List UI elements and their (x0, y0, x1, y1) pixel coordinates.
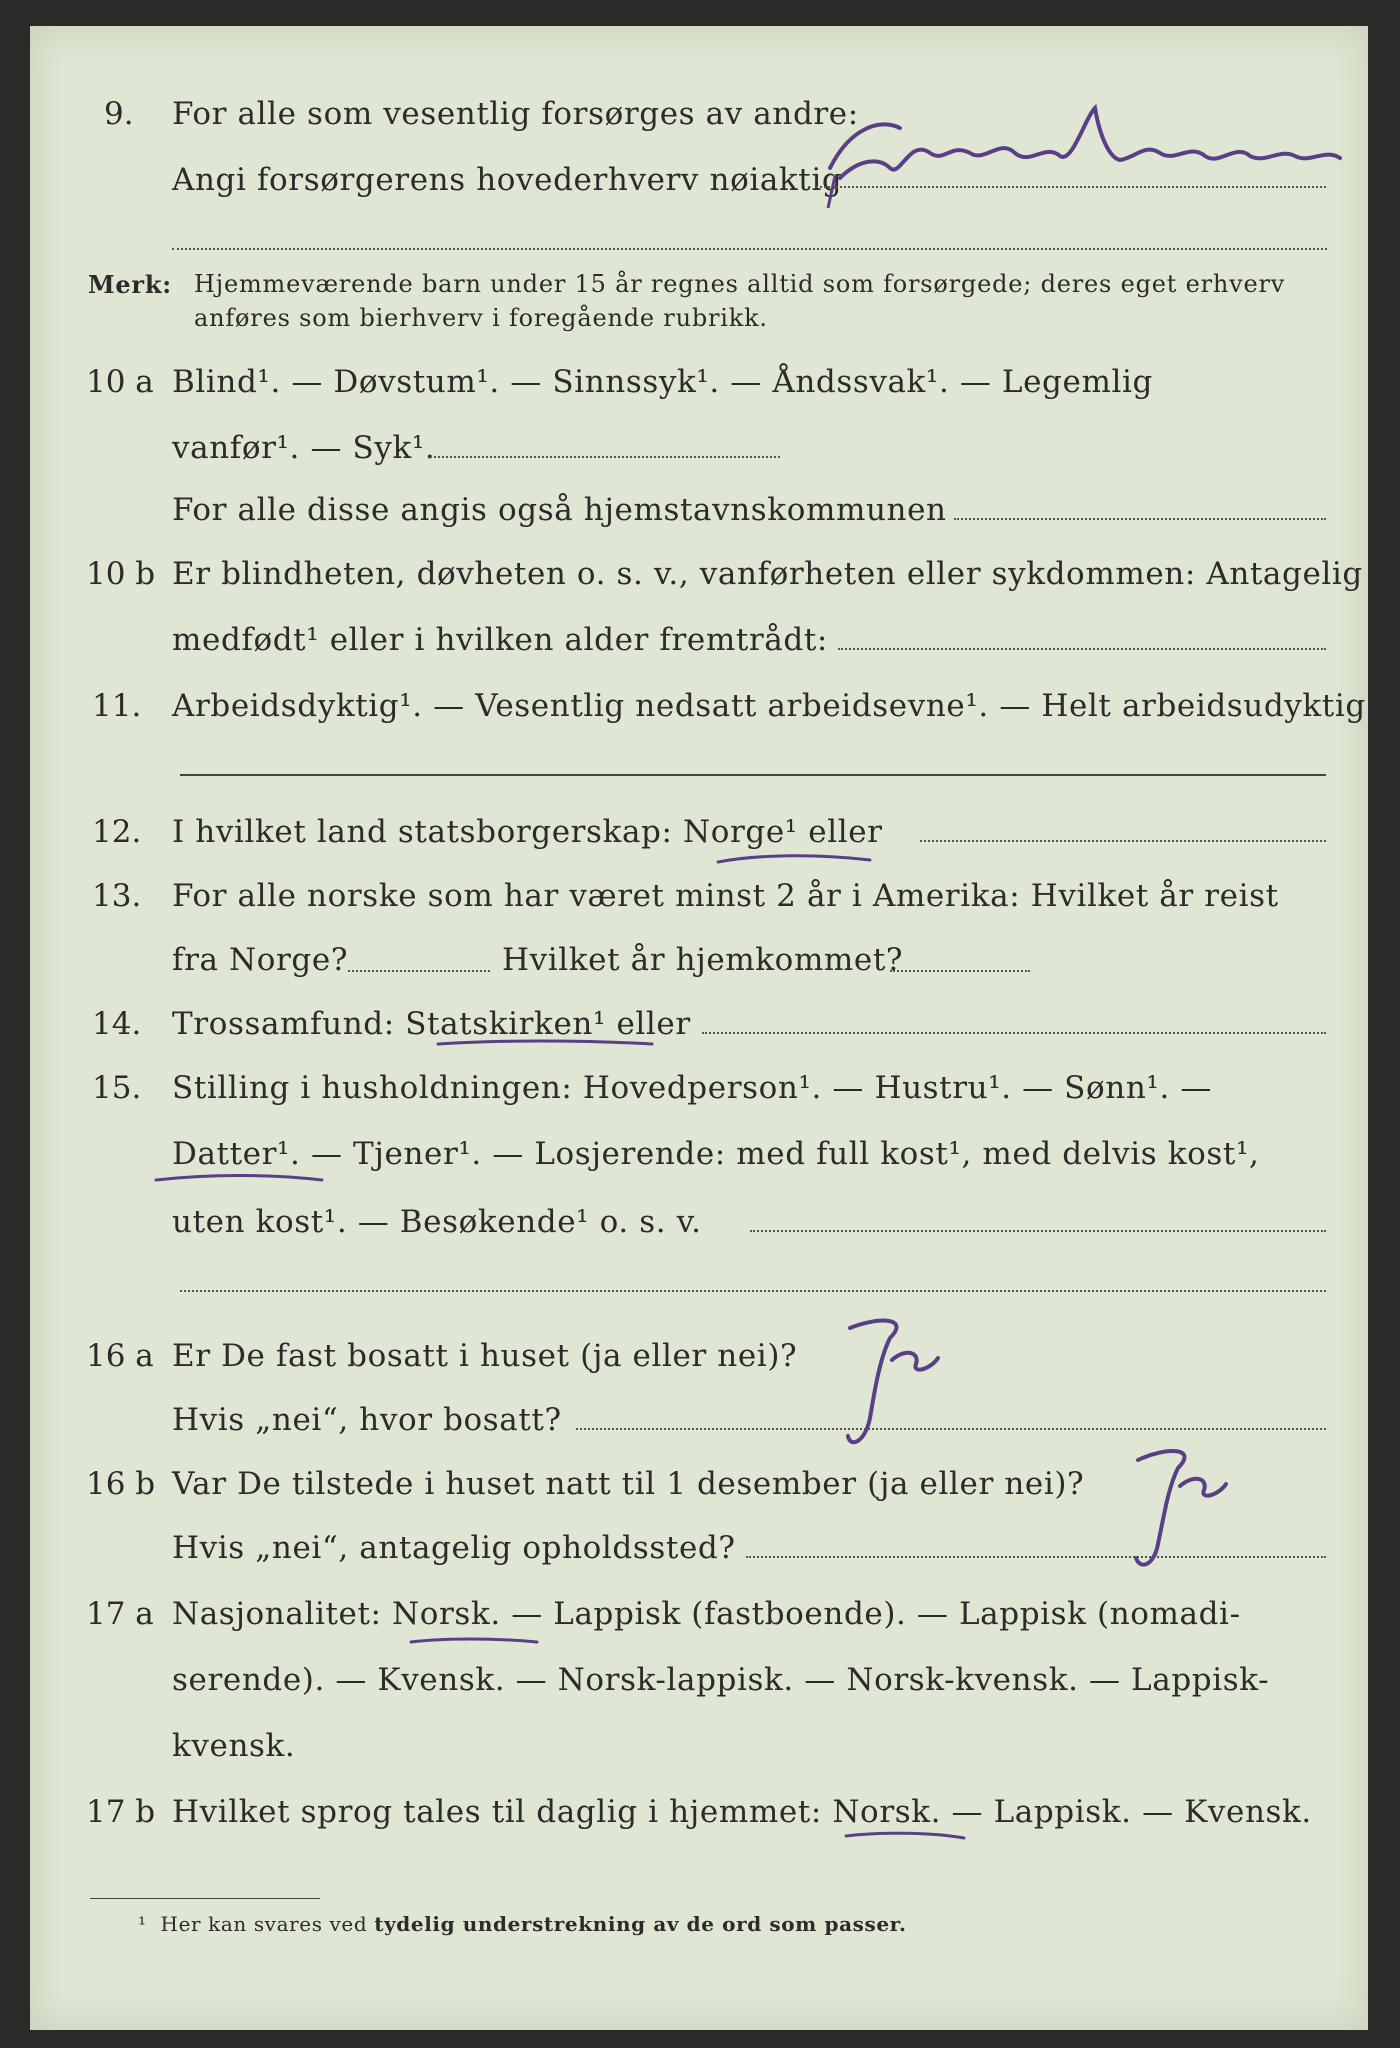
q16b-handwritten-answer (1110, 1440, 1250, 1584)
q11-line1: Arbeidsdyktig¹. — Vesentlig nedsatt arbeidsevne¹. — Helt arbeidsudyktig¹. (172, 688, 1390, 724)
q13-number: 13. (92, 878, 142, 914)
q10b-line2: medfødt¹ eller i hvilken alder fremtrådt: (172, 622, 828, 658)
q16b-number: 16 b (86, 1466, 156, 1502)
q16b-line2: Hvis „nei“, antagelig opholdssted? (172, 1530, 736, 1566)
q16b-line1: Var De tilstede i huset natt til 1 desember (ja eller nei)? (172, 1466, 1085, 1502)
q12-line1: I hvilket land statsborgerskap: Norge¹ eller (172, 814, 883, 850)
q9-line1: For alle som vesentlig forsørges av andre: (172, 96, 859, 132)
footnote-rule (90, 1898, 320, 1899)
q10a-number: 10 a (86, 364, 154, 400)
q10a-hjemstavn-line (954, 518, 1326, 520)
q15-line2: Datter¹. — Tjener¹. — Losjerende: med full kost¹, med delvis kost¹, (172, 1136, 1260, 1172)
q10a-line2: vanfør¹. — Syk¹. (172, 430, 436, 466)
q16a-line2: Hvis „nei“, hvor bosatt? (172, 1402, 562, 1438)
q11-number: 11. (92, 688, 142, 724)
q12-number: 12. (92, 814, 142, 850)
q16a-number: 16 a (86, 1338, 154, 1374)
footnote-text: Her kan svares ved (160, 1912, 375, 1936)
q16a-answer-line (576, 1428, 1326, 1430)
q15-extra-line (180, 1290, 1326, 1292)
q17a-line3: kvensk. (172, 1728, 296, 1764)
q9-extra-line (172, 248, 1327, 250)
q10a-line3: For alle disse angis også hjemstavnskommunen (172, 492, 947, 528)
q17a-line2: serende). — Kvensk. — Norsk-lappisk. — Norsk-kvensk. — Lappisk- (172, 1662, 1270, 1698)
q17a-norsk-underline (405, 1628, 545, 1654)
q15-datter-underline (150, 1166, 330, 1196)
merk-line2: anføres som bierhverv i foregående rubrikk. (194, 304, 768, 332)
q17b-line1: Hvilket sprog tales til daglig i hjemmet: Norsk. — Lappisk. — Kvensk. (172, 1794, 1312, 1830)
q15-answer-line (750, 1230, 1326, 1232)
q13-hjemkommet-line (890, 970, 1030, 972)
q9-line2: Angi forsørgerens hovederhverv nøiaktig (172, 162, 843, 198)
q17b-norsk-underline (840, 1826, 970, 1852)
q13-line1: For alle norske som har været minst 2 år i Amerika: Hvilket år reist (172, 878, 1279, 914)
q12-norge-underline (710, 832, 880, 872)
q16b-answer-line (746, 1556, 1326, 1558)
q9-handwritten-answer (810, 98, 1370, 222)
q13-line2a: fra Norge? (172, 942, 349, 978)
footnote-mark: ¹ (138, 1912, 147, 1936)
q14-line1: Trossamfund: Statskirken¹ eller (172, 1006, 691, 1042)
q9-number: 9. (104, 96, 134, 132)
q10b-number: 10 b (86, 556, 156, 592)
q17a-number: 17 a (86, 1596, 154, 1632)
q10b-answer-line (838, 648, 1326, 650)
q17b-number: 17 b (86, 1794, 156, 1830)
census-form-page (30, 26, 1390, 2030)
q17a-line1: Nasjonalitet: Norsk. — Lappisk (fastboende). — Lappisk (nomadi- (172, 1596, 1241, 1632)
q14-statskirken-underline (430, 1026, 660, 1056)
merk-line1: Hjemmeværende barn under 15 år regnes alltid som forsørgede; deres eget erhverv (194, 270, 1286, 298)
q12-answer-line (920, 840, 1326, 842)
q16a-line1: Er De fast bosatt i huset (ja eller nei)? (172, 1338, 798, 1374)
q10a-answer-line (430, 456, 780, 458)
q15-number: 15. (92, 1070, 142, 1106)
q13-reist-line (348, 970, 490, 972)
q10b-line1: Er blindheten, døvheten o. s. v., vanførheten eller sykdommen: Antagelig (172, 556, 1363, 592)
q15-line3: uten kost¹. — Besøkende¹ o. s. v. (172, 1204, 702, 1240)
q14-answer-line (702, 1032, 1326, 1034)
footnote-text-bold: tydelig understrekning av de ord som passer. (374, 1912, 907, 1936)
merk-label: Merk: (88, 270, 172, 299)
q10a-line1: Blind¹. — Døvstum¹. — Sinnssyk¹. — Åndssvak¹. — Legemlig (172, 364, 1153, 400)
q11-separator (180, 774, 1326, 776)
q14-number: 14. (92, 1006, 142, 1042)
q15-line1: Stilling i husholdningen: Hovedperson¹. — Hustru¹. — Sønn¹. — (172, 1070, 1212, 1106)
q13-line2b: Hvilket år hjemkommet? (502, 942, 904, 978)
q16a-handwritten-answer (820, 1308, 960, 1472)
footnote (138, 1912, 907, 1936)
